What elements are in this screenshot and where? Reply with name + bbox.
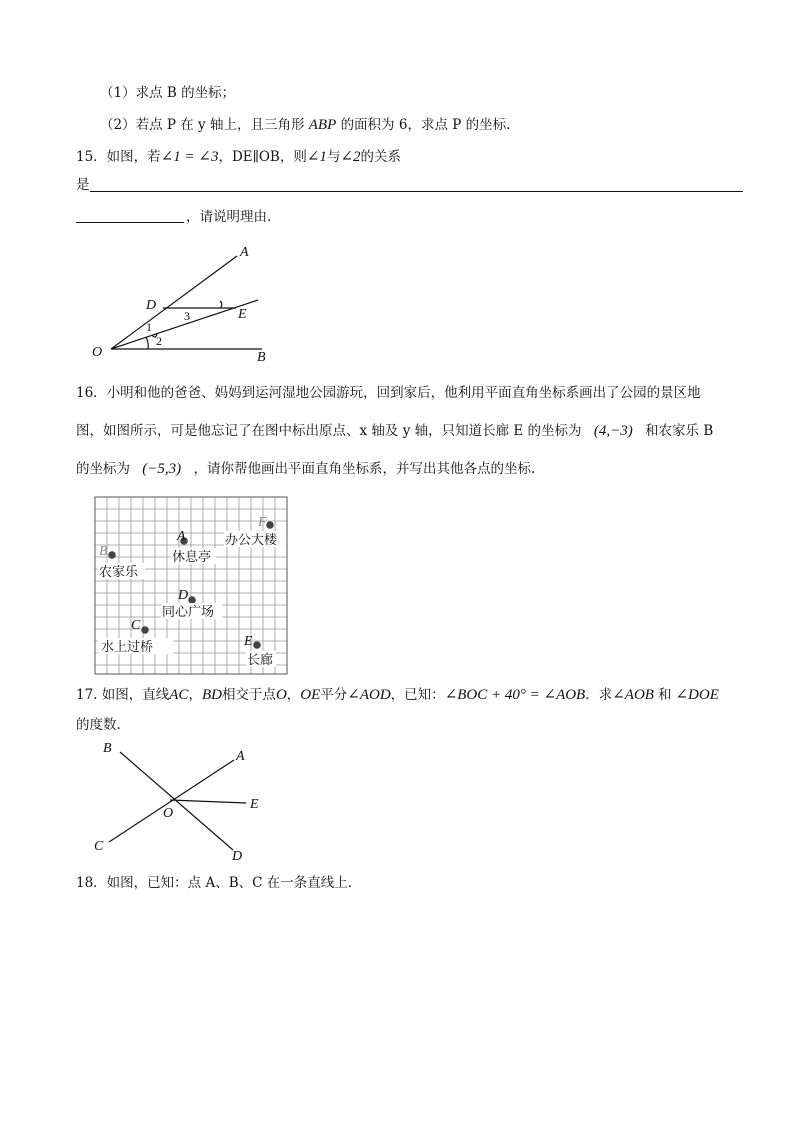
map-letter-E: E bbox=[244, 634, 253, 649]
map-label-D: 同心广场 bbox=[162, 605, 215, 620]
map-letter-A: A bbox=[177, 529, 186, 544]
label-O: O bbox=[163, 806, 174, 821]
map-label-C: 水上过桥 bbox=[101, 640, 154, 655]
q16-line2: 图，如图所示，可是他忘记了在图中标出原点、x 轴及 y 轴，只知道长廊 E 的坐标为 (4,−3) 和农家乐 B bbox=[76, 423, 714, 439]
map-letter-F: F bbox=[258, 515, 267, 530]
ray-OE bbox=[170, 800, 246, 803]
q16-line1: 16．小明和他的爸爸、妈妈到运河湿地公园游玩，回到家后，他利用平面直角坐标系画出了公园的景区地 bbox=[76, 385, 701, 401]
map-label-A: 休息亭 bbox=[172, 550, 212, 565]
q17-line2: 的度数. bbox=[76, 717, 121, 733]
q17-prompt: 17. 如图，直线AC，BD相交于点O，OE平分∠AOD，已知：∠BOC + 40° = ∠AOB．求∠AOB 和 ∠DOE bbox=[76, 687, 719, 703]
label-D: D bbox=[232, 849, 243, 864]
label-E: E bbox=[238, 307, 247, 322]
map-letter-D: D bbox=[178, 588, 189, 603]
q15-prompt: 15．如图，若∠1 = ∠3，DE∥OB，则∠1与∠2的关系 bbox=[76, 149, 402, 165]
label-angle-2: 2 bbox=[156, 334, 162, 348]
q16-line3: 的坐标为 (−5,3) ，请你帮他画出平面直角坐标系，并写出其他各点的坐标. bbox=[76, 461, 536, 477]
line-BD bbox=[120, 752, 233, 850]
map-letter-B: B bbox=[99, 544, 108, 559]
label-E: E bbox=[250, 797, 259, 812]
q14-sub2: （2）若点 P 在 y 轴上，且三角形 ABP 的面积为 6，求点 P 的坐标. bbox=[100, 117, 511, 133]
label-A: A bbox=[236, 749, 245, 764]
label-B: B bbox=[103, 741, 112, 756]
line-AC bbox=[109, 760, 234, 842]
q18-prompt: 18．如图，已知：点 A、B、C 在一条直线上. bbox=[76, 875, 353, 891]
map-label-E: 长廊 bbox=[247, 653, 274, 668]
label-angle-1: 1 bbox=[146, 320, 152, 334]
q15-reason-text: ，请说明理由. bbox=[186, 209, 272, 225]
q14-sub1: （1）求点 B 的坐标； bbox=[100, 85, 236, 101]
label-D: D bbox=[146, 298, 157, 313]
q15-shi: 是 bbox=[76, 177, 90, 193]
label-angle-3: 3 bbox=[184, 309, 190, 323]
label-B: B bbox=[257, 350, 266, 365]
map-label-F: 办公大楼 bbox=[225, 533, 278, 548]
map-label-B: 农家乐 bbox=[99, 565, 139, 580]
label-A: A bbox=[240, 245, 249, 260]
map-letter-C: C bbox=[131, 618, 141, 633]
label-C: C bbox=[94, 839, 104, 854]
label-O: O bbox=[92, 345, 103, 360]
